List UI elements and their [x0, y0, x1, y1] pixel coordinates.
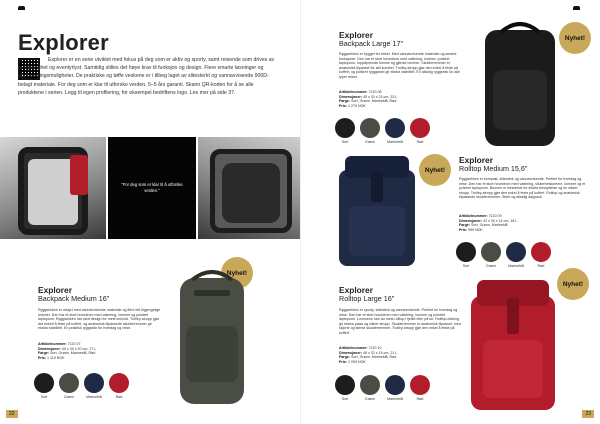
product-subtitle: Rolltop Medium 15,6"	[459, 164, 528, 173]
swatch-gronn[interactable]: Grønn	[360, 118, 380, 144]
swatch-sort[interactable]: Sort	[335, 375, 355, 401]
logo-icon	[18, 6, 25, 10]
swatch-rod[interactable]: Rød	[410, 118, 430, 144]
rolltop-large-red-image	[461, 274, 565, 414]
product-description: Ryggsekken er sporty, slitesterk og vannavvisende. Perfekt for hverdag og reise. Den har et stort hovedrom med vattering, lommer og polstret laptoprom. Lommene kan du mest rolltop i fjellet eller på tur. Rolltop-lukking gir ekstra plass og sikker stropp. Skulderremmer er anatomisk tilpasset, med skjorte og sterke skulderremmer. Trolley-stropp gjør den enkel å feste på koffert.	[339, 308, 461, 335]
right-page	[300, 0, 600, 424]
new-badge: Nyhet!	[221, 257, 253, 289]
product-subtitle: Backpack Medium 16"	[38, 294, 110, 303]
swatch-sort[interactable]: Sort	[34, 373, 54, 399]
swatch-rod[interactable]: Rød	[109, 373, 129, 399]
page-number: 23	[582, 410, 594, 418]
product-name: Explorer	[339, 30, 373, 40]
color-swatches	[335, 375, 430, 401]
page-title: Explorer	[18, 30, 109, 55]
product-specs: Artikkelnummer: 7120 09 Dimensjoner: 42 x 30 x 14 cm, 18 L Farge: Sort, Grønn, Marineblå Pris: 999 NOK	[459, 214, 518, 232]
swatch-marinebla[interactable]: Marineblå	[385, 118, 405, 144]
swatch-gronn[interactable]: Grønn	[59, 373, 79, 399]
swatch-marinebla[interactable]: Marineblå	[385, 375, 405, 401]
swatch-gronn[interactable]: Grønn	[360, 375, 380, 401]
color-swatches	[456, 242, 551, 268]
swatch-sort[interactable]: Sort	[456, 242, 476, 268]
new-badge: Nyhet!	[419, 154, 451, 186]
product-specs: Artikkelnummer: 7120 10 Dimensjoner: 46 x 32 x 15 cm, 21 L Farge: Sort, Grønn, Marineblå, Rød Pris: 1 099 NOK	[339, 346, 398, 364]
new-badge: Nyhet!	[559, 22, 591, 54]
swatch-marinebla[interactable]: Marineblå	[506, 242, 526, 268]
product-subtitle: Rolltop Large 16"	[339, 294, 395, 303]
rolltop-medium-navy-image	[331, 152, 423, 270]
swatch-gronn[interactable]: Grønn	[481, 242, 501, 268]
swatch-rod[interactable]: Rød	[410, 375, 430, 401]
product-description: Ryggsekken er kompakt, slitesterk og vannavvisende. Perfekt for hverdag og reise. Den har et stort hovedrom med vattering, sikkerhetslomme, lommer og et polstret laptoprom. Bunnen er forsterket for ekstra beskyttelse og en sikker stropp. Trolley-stropp gjør den enkel å feste på koffert. Rolltop og anatomisk tilpassede skulderremmer. Sterk og allsidig daypack.	[459, 177, 586, 200]
product-description: Ryggsekken er bygget for reiser. Med vannavvisende materiale og smarte funksjoner. Den har et stort hovedrom med vattering, lommer, polstret laptoprom, toppåpnende lomme og gjemte lommer. Skulderremmer er anatomisk tilpasset for økt komfort. Trolley-stropp gjør den enkel å feste på koffert, og polstret ryggpanel gir ekstra stabilitet. En allsidig ryggsekk for alle typer reiser.	[339, 52, 460, 79]
swatch-marinebla[interactable]: Marineblå	[84, 373, 104, 399]
product-specs: Artikkelnummer: 7120 08 Dimensjoner: 45 x 33 x 23 cm, 33 L Farge: Sort, Grønn, Marineblå, Rød Pris: 1 279 NOK	[339, 90, 398, 108]
product-specs: Artikkelnummer: 7120 07 Dimensjoner: 45 x 30 x 20 cm, 27 L Farge: Sort, Grønn, Marineblå, Rød Pris: 1 119 NOK	[38, 342, 97, 360]
product-name: Explorer	[38, 285, 72, 295]
page-number: 22	[6, 410, 18, 418]
product-name: Explorer	[459, 155, 493, 165]
brand-logo	[573, 6, 582, 10]
swatch-rod[interactable]: Rød	[531, 242, 551, 268]
logo-icon	[573, 6, 580, 10]
backpack-large-black-image	[479, 22, 561, 150]
product-description: Ryggsekken er utstyrt med vannavvisende materiale og flere lett tilgjengelige lommer. Den har et stort hovedrom med vattering, lommer og polstret laptoprom. Ryggsekken har stort design for mest innhold. Trolley-stropp gjør det enkelt å feste på koffert, og anatomisk tilpassede skulderremmer gir ekstra stabilitet. En praktisk ryggsekk for hverdag og reise.	[38, 308, 161, 331]
photo-quote	[108, 137, 196, 239]
quote-text: "For deg som er klar til å utforske verden."	[121, 182, 183, 193]
swatch-sort[interactable]: Sort	[335, 118, 355, 144]
new-badge: Nyhet!	[557, 268, 589, 300]
product-name: Explorer	[339, 285, 373, 295]
photo-bag-detail	[198, 137, 300, 239]
color-swatches	[335, 118, 430, 144]
photo-bag-interior	[0, 137, 106, 239]
color-swatches	[34, 373, 129, 399]
product-subtitle: Backpack Large 17"	[339, 39, 404, 48]
intro-text: Explorer er en serie utviklet med fokus på deg som er aktiv og sporty, samt reisende som drives av nysgjerrighet og eventyrlyst. Samtidig stilles det høye krav til funksjon og design. Flere smarte løsninger og oppbevaringsmuligheter. De praktiske og tøffe veskene er i tilbeg laget av slitesterkt og vannavvisende 900D-belagt materiale. For deg som er klar til utforske verden. 5–5 års garanti. Skann QR-koden for å se alle produktene i serien. Legg til egen profilering, for eksempel bedriftens logo. Les mer på side 37.	[18, 57, 275, 96]
brand-logo	[18, 6, 27, 10]
backpack-medium-green-image	[172, 270, 252, 410]
